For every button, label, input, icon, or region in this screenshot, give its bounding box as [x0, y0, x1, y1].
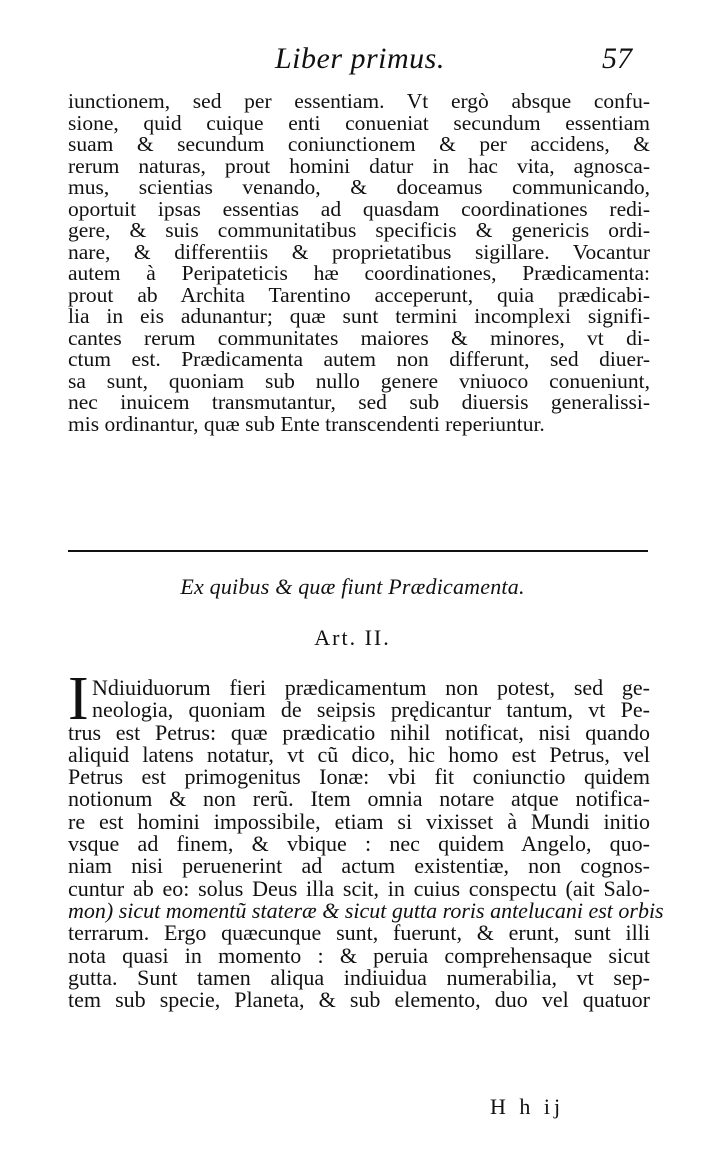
text-line: rerum naturas, prout homini datur in hac vita, agnosca- [68, 153, 650, 178]
text-line: trus est Petrus: quæ prædicatio nihil notificat, nisi quando [68, 719, 650, 745]
text-line: nare, & differentiis & proprietatibus sigillare. Vocantur [68, 239, 650, 264]
section-divider [68, 550, 648, 552]
text-line: autem à Peripateticis hæ coordinationes, Prædicamenta: [68, 261, 650, 285]
text-line: mon) sicut momentũ stateræ & sicut gutta roris antelucani est orbis [68, 897, 664, 923]
drop-cap: I [68, 665, 89, 733]
text-line: nota quasi in momento : & peruia comprehensaque sicut [68, 942, 650, 968]
text-line: sione, quid cuique enti conueniat secundum essentiam [68, 110, 650, 135]
text-line: iunctionem, sed per essentiam. Vt ergò absque confu- [68, 89, 650, 113]
text-line: gutta. Sunt tamen aliqua indiuidua numerabilia, vt sep- [68, 964, 650, 990]
text-line: terrarum. Ergo quæcunque sunt, fuerunt, & erunt, sunt illi [68, 920, 650, 946]
text-line: neologia, quoniam de seipsis prędicantur tantum, vt Pe- [92, 697, 650, 723]
text-line: cantes rerum communitates maiores & minores, vt di- [68, 325, 650, 350]
text-line: oportuit ipsas essentias ad quasdam coordinationes redi- [68, 196, 650, 221]
running-head: Liber primus. [275, 42, 445, 75]
section-title: Ex quibus & quæ fiunt Prædicamenta. [180, 574, 525, 599]
text-line: ctum est. Prædicamenta autem non differunt, sed diuer- [68, 347, 650, 371]
text-line: cuntur ab eo: solus Deus illa scit, in cuius conspectu (ait Salo- [68, 875, 650, 901]
text-line: sa sunt, quoniam sub nullo genere vniuoco conueniunt, [68, 368, 650, 393]
text-line: notionum & non rerũ. Item omnia notare atque notifica- [68, 786, 650, 812]
text-line: vsque ad finem, & vbique : nec quidem Angelo, quo- [68, 831, 650, 857]
text-line: re est homini impossibile, etiam si vixisset à Mundi initio [68, 808, 650, 834]
page-number: 57 [602, 42, 632, 75]
text-line: niam nisi peruenerint ad actum existentiæ, non cognos- [68, 853, 650, 879]
text-line: gere, & suis communitatibus specificis & genericis ordi- [68, 218, 650, 242]
text-line: mus, scientias venando, & doceamus communicando, [68, 175, 650, 199]
text-line: suam & secundum coniunctionem & per accidens, & [68, 132, 650, 156]
text-line: aliquid latens notatur, vt cũ dico, hic homo est Petrus, vel [68, 741, 650, 767]
text-line: lia in eis adunantur; quæ sunt termini incomplexi signifi- [68, 304, 650, 328]
paragraph-2 [68, 675, 664, 1013]
text-line: tem sub specie, Planeta, & sub elemento, duo vel quatuor [68, 987, 650, 1013]
text-line: prout ab Archita Tarentino acceperunt, quia prædicabi- [68, 282, 650, 307]
page-header [0, 42, 705, 82]
text-line: mis ordinantur, quæ sub Ente transcendenti reperiuntur. [68, 411, 545, 436]
signature-mark: H h ij [490, 1094, 565, 1119]
text-line: Petrus est primogenitus Ionæ: vbi fit coniunctio quidem [68, 764, 650, 790]
text-line: nec inuicem transmutantur, sed sub diuersis generalissi- [68, 390, 650, 414]
article-label: Art. II. [314, 625, 391, 650]
paragraph-1 [68, 91, 650, 435]
text-line: Ndiuiduorum fieri prædicamentum non potest, sed ge- [92, 675, 650, 700]
